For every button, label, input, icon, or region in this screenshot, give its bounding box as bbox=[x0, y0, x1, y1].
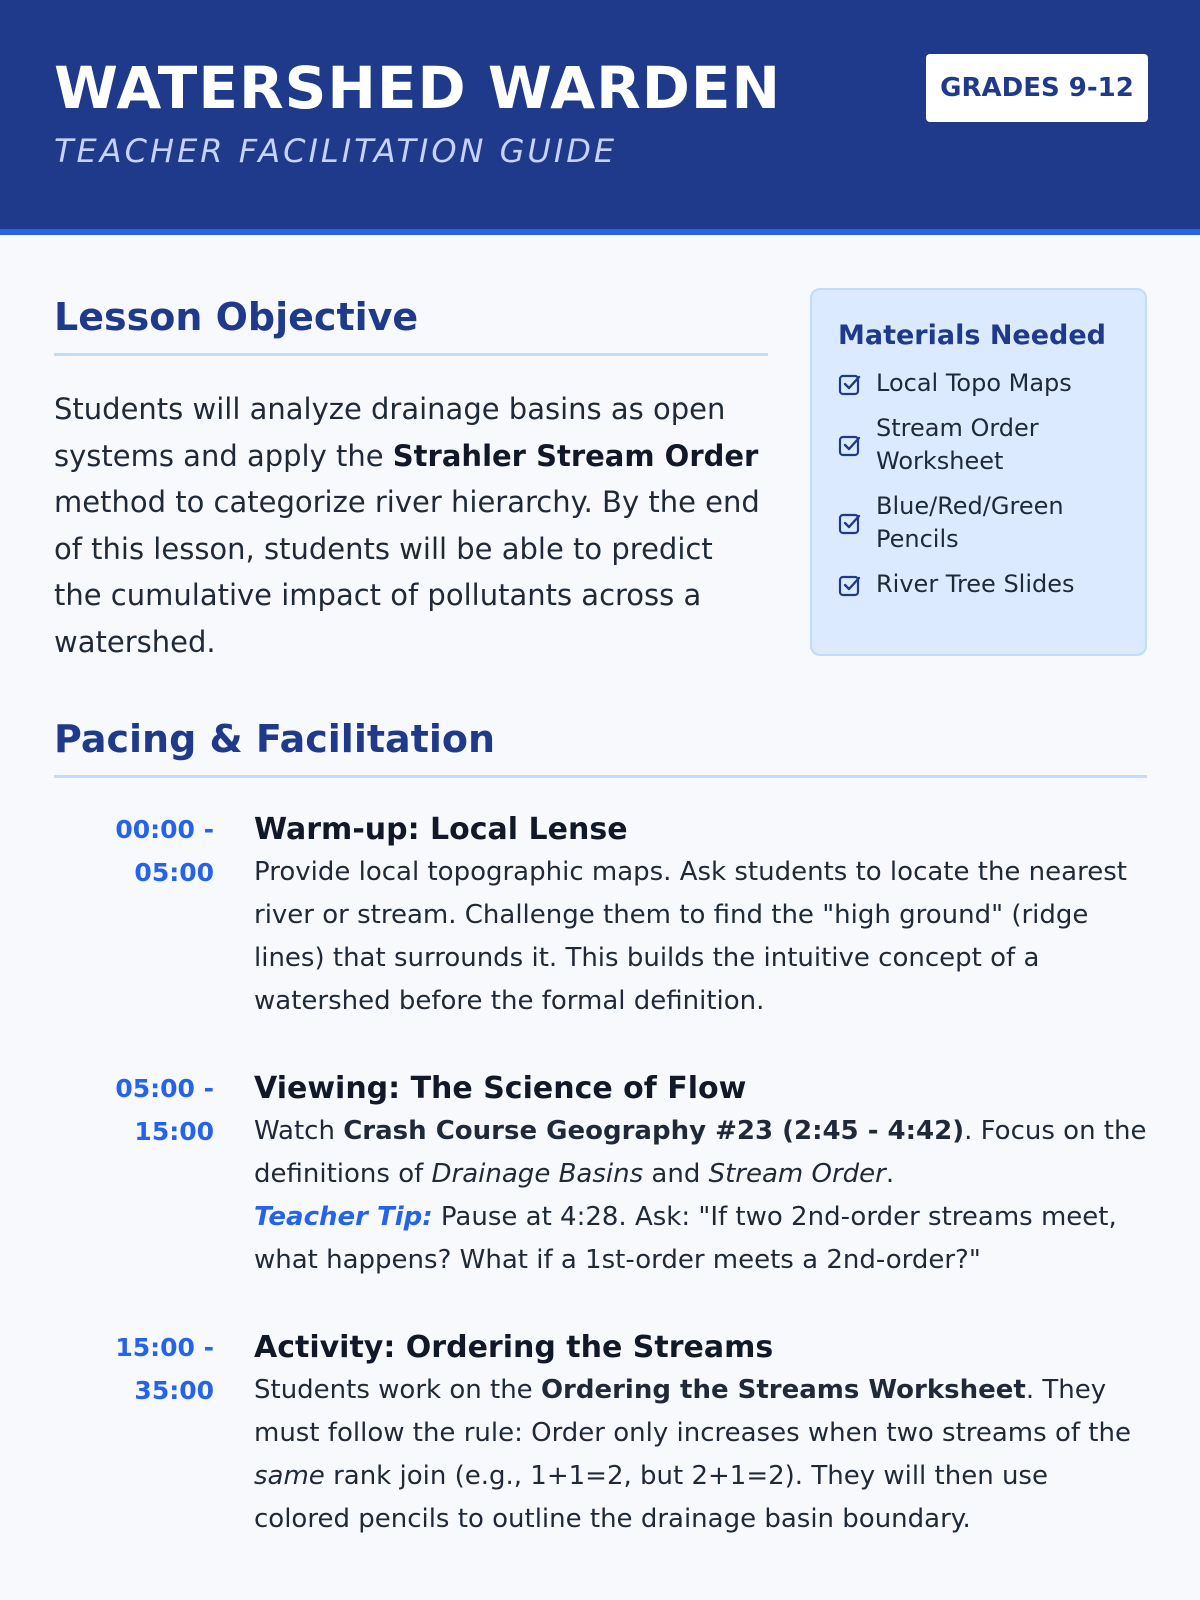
objective-text-part2: method to categorize river hierarchy. By the end of this lesson, students will be able to predict the cumulative impact of pollutants across a watershed. bbox=[54, 485, 760, 659]
step-time-start: 05:00 - bbox=[115, 1074, 214, 1103]
lesson-objective-heading: Lesson Objective bbox=[54, 291, 768, 356]
step-title: Warm-up: Local Lense bbox=[254, 812, 628, 847]
objective-text-bold: Strahler Stream Order bbox=[392, 438, 759, 473]
header-banner bbox=[0, 0, 1200, 235]
lesson-objective-section bbox=[54, 291, 768, 665]
material-label: Stream Order Worksheet bbox=[876, 414, 1039, 475]
material-item bbox=[838, 490, 1125, 556]
step-time bbox=[54, 1326, 214, 1541]
step-text-segment: rank join (e.g., 1+1=2, but 2+1=2). They will then use colored pencils to outline the drainage basin boundary. bbox=[254, 1461, 1048, 1534]
grade-badge: GRADES 9-12 bbox=[926, 54, 1148, 122]
term-same: same bbox=[254, 1461, 325, 1491]
term-stream-order: Stream Order bbox=[708, 1159, 886, 1189]
checkbox-checked-icon bbox=[838, 511, 862, 535]
step-text-segment: . bbox=[885, 1159, 895, 1189]
step-time-end: 35:00 bbox=[134, 1376, 214, 1405]
pacing-section bbox=[54, 713, 1147, 1585]
timeline-step bbox=[54, 1067, 1147, 1282]
step-time-start: 15:00 - bbox=[115, 1333, 214, 1362]
step-text bbox=[254, 1369, 1147, 1541]
step-time bbox=[54, 1067, 214, 1282]
checkbox-checked-icon bbox=[838, 573, 862, 597]
video-reference: Crash Course Geography #23 (2:45 - 4:42) bbox=[343, 1116, 965, 1146]
timeline-step bbox=[54, 1326, 1147, 1541]
material-item bbox=[838, 568, 1125, 601]
checkbox-checked-icon bbox=[838, 433, 862, 457]
page-subtitle: TEACHER FACILITATION GUIDE bbox=[54, 132, 618, 170]
pacing-heading: Pacing & Facilitation bbox=[54, 713, 1147, 778]
objective-text-part1: Students will analyze drainage basins as open systems and apply the bbox=[54, 392, 726, 473]
step-body bbox=[254, 1326, 1147, 1541]
step-time-end: 05:00 bbox=[134, 858, 214, 887]
step-text-segment: Watch bbox=[254, 1116, 344, 1146]
step-text: Provide local topographic maps. Ask students to locate the nearest river or stream. Challenge them to find the "high ground" (ridge lines) that surrounds it. This builds the intuitive concept of a watershed before the formal definition. bbox=[254, 857, 1127, 1016]
step-text-segment: and bbox=[643, 1159, 709, 1189]
step-text-segment: . Focus on the definitions of bbox=[254, 1116, 1147, 1189]
teacher-tip bbox=[254, 1196, 1147, 1282]
step-time bbox=[54, 808, 214, 1023]
timeline-step bbox=[54, 808, 1147, 1023]
term-drainage-basins: Drainage Basins bbox=[431, 1159, 644, 1189]
step-title: Viewing: The Science of Flow bbox=[254, 1071, 747, 1106]
material-item bbox=[838, 367, 1125, 400]
step-text bbox=[254, 1110, 1147, 1196]
step-text-segment: Students work on the bbox=[254, 1375, 541, 1405]
step-body bbox=[254, 1067, 1147, 1282]
teacher-tip-text: Pause at 4:28. Ask: "If two 2nd-order streams meet, what happens? What if a 1st-order meets a 2nd-order?" bbox=[254, 1202, 1117, 1275]
step-body bbox=[254, 808, 1147, 1023]
step-time-start: 00:00 - bbox=[115, 815, 214, 844]
step-time-end: 15:00 bbox=[134, 1117, 214, 1146]
timeline bbox=[54, 808, 1147, 1541]
material-item bbox=[838, 412, 1125, 478]
worksheet-reference: Ordering the Streams Worksheet bbox=[540, 1375, 1026, 1405]
checkbox-checked-icon bbox=[838, 372, 862, 396]
teacher-tip-label: Teacher Tip: bbox=[254, 1202, 433, 1232]
step-text-segment: . They must follow the rule: Order only increases when two streams of the bbox=[254, 1375, 1131, 1448]
step-title: Activity: Ordering the Streams bbox=[254, 1330, 774, 1365]
page-title: WATERSHED WARDEN bbox=[54, 54, 782, 122]
materials-box bbox=[810, 288, 1147, 656]
lesson-objective-text bbox=[54, 386, 768, 665]
material-label: River Tree Slides bbox=[876, 570, 1075, 598]
material-label: Blue/Red/Green Pencils bbox=[876, 492, 1064, 553]
materials-title: Materials Needed bbox=[838, 320, 1107, 351]
material-label: Local Topo Maps bbox=[876, 369, 1072, 397]
